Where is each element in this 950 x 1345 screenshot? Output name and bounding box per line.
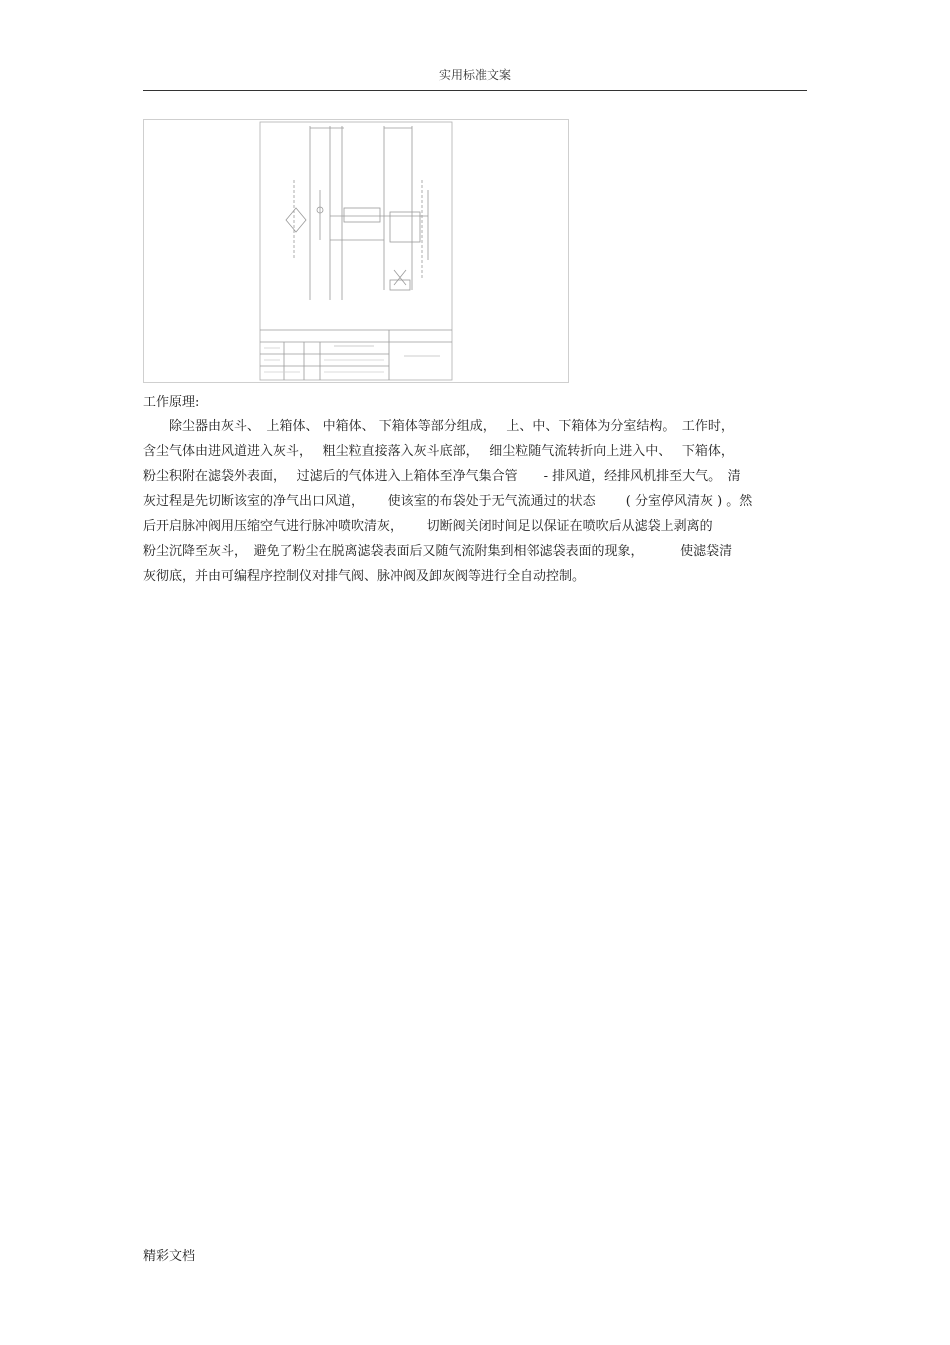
paragraph-line: 灰彻底，并由可编程序控制仪对排气阀、脉冲阀及卸灰阀等进行全自动控制。	[143, 569, 586, 584]
paragraph-line: 粉尘积附在滤袋外表面， 过滤后的气体进入上箱体至净气集合管 - 排风道，经排风机排至大气。 清	[143, 469, 741, 484]
paragraph-line: 含尘气体由进风道进入灰斗， 粗尘粒直接落入灰斗底部， 细尘粒随气流转折向上进入中、 下箱体，	[143, 444, 734, 459]
paragraph-line: 粉尘沉降至灰斗， 避免了粉尘在脱离滤袋表面后又随气流附集到相邻滤袋表面的现象， 使滤袋清	[143, 544, 733, 559]
page-footer: 精彩文档	[143, 1249, 196, 1264]
section-title: 工作原理:	[143, 395, 200, 410]
header-divider	[143, 90, 807, 91]
working-principle-paragraph	[143, 414, 807, 589]
paragraph-line: 灰过程是先切断该室的净气出口风道， 使该室的布袋处于无气流通过的状态 ( 分室停风清灰 ) 。然	[143, 494, 753, 509]
paragraph-line: 后开启脉冲阀用压缩空气进行脉冲喷吹清灰， 切断阀关闭时间足以保证在喷吹后从滤袋上剥离的	[143, 519, 713, 534]
page-header: 实用标准文案	[438, 68, 511, 82]
dust-collector-drawing	[143, 119, 569, 383]
paragraph-line: 除尘器由灰斗、 上箱体、 中箱体、 下箱体等部分组成， 上、中、下箱体为分室结构。 工作时，	[143, 419, 734, 434]
